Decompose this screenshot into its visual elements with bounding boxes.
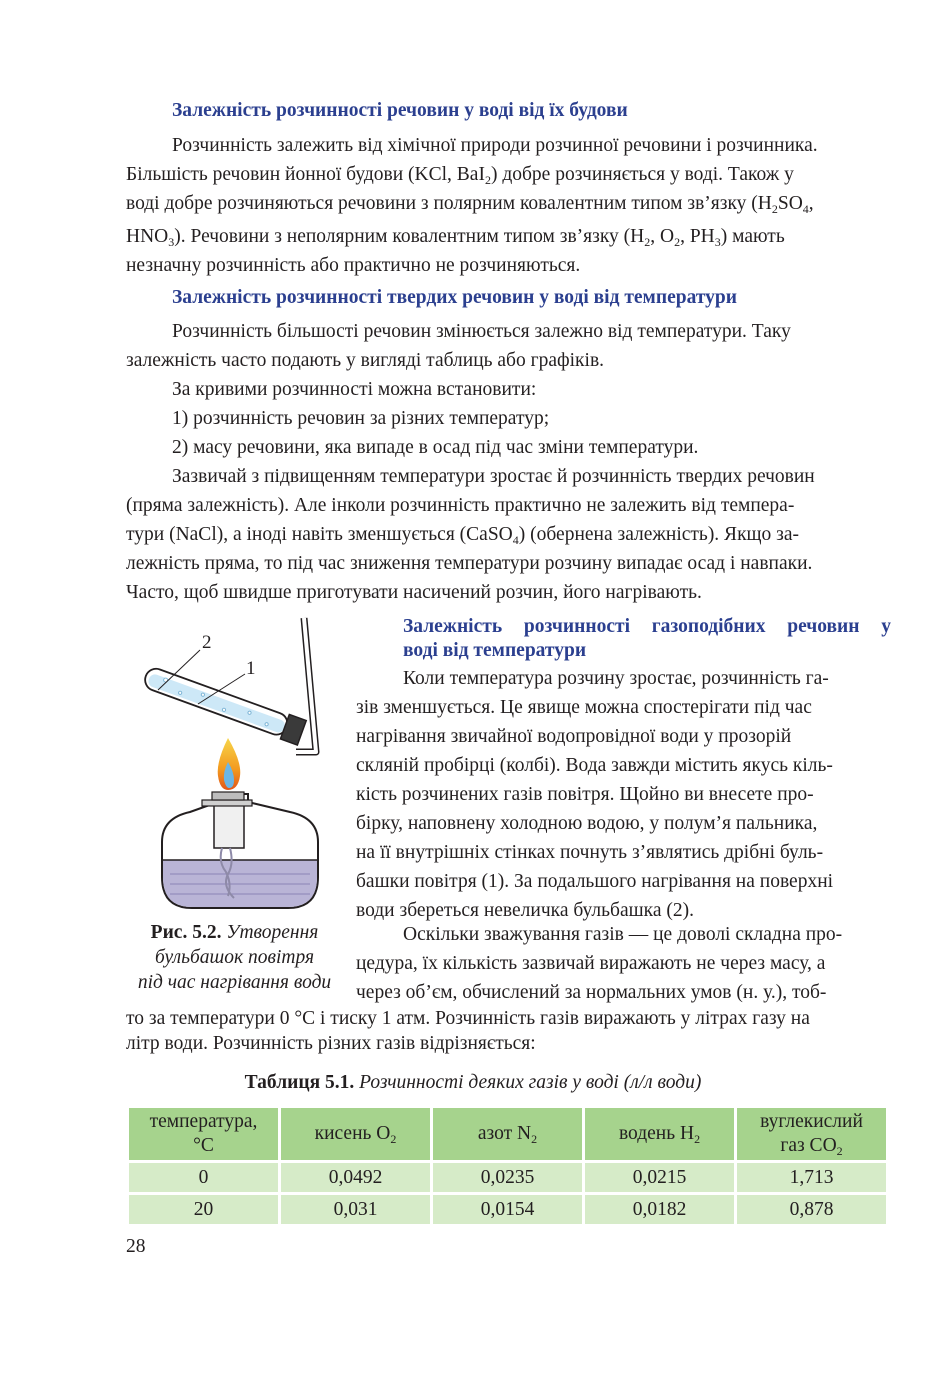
header-nitrogen: азот $N_2$ bbox=[433, 1108, 582, 1160]
paragraph-line: Розчинність залежить від хімічної природи розчинної речовини і розчинника. bbox=[172, 135, 818, 156]
table-cell: 0,031 bbox=[281, 1195, 430, 1224]
paragraph-line: на її внутрішніх стінках почнуть з’являтись дрібні буль- bbox=[356, 842, 824, 863]
paragraph-line: то за температури 0 °С і тиску 1 атм. Розчинність газів виражають у літрах газу на bbox=[126, 1008, 810, 1029]
paragraph-line: Часто, щоб швидше приготувати насичений розчин, його нагрівають. bbox=[126, 582, 702, 603]
table-row bbox=[129, 1195, 886, 1224]
section-heading-structure: Залежність розчинності речовин у воді від їх будови bbox=[172, 100, 628, 121]
table-cell: 0,0154 bbox=[433, 1195, 582, 1224]
paragraph-line: $HNO_3$). Речовини з неполярним ковалентним типом зв’язку ($H_2$, $O_2$, $PH_3$) мають bbox=[126, 226, 785, 249]
page-number: 28 bbox=[126, 1236, 146, 1257]
paragraph-line: нагрівання звичайної водопровідної води у прозорій bbox=[356, 726, 792, 747]
table-cell: 0 bbox=[129, 1163, 278, 1192]
paragraph-line: незначну розчинність або практично не розчиняються. bbox=[126, 255, 581, 276]
list-item: 2) масу речовини, яка випаде в осад під час зміни температури. bbox=[172, 437, 699, 458]
paragraph-line: тури (NaCl), а іноді навіть зменшується (CaSO$_4$) (обернена залежність). Якщо за- bbox=[126, 524, 800, 547]
header-hydrogen: водень $H_2$ bbox=[585, 1108, 734, 1160]
paragraph-line: (пряма залежність). Але інколи розчинність практично не залежить від темпера- bbox=[126, 495, 795, 516]
paragraph-line: За кривими розчинності можна встановити: bbox=[172, 379, 537, 400]
paragraph-line: літр води. Розчинність різних газів відрізняється: bbox=[126, 1033, 536, 1054]
header-oxygen: кисень $O_2$ bbox=[281, 1108, 430, 1160]
table-cell: 0,0215 bbox=[585, 1163, 734, 1192]
section-heading-solids: Залежність розчинності твердих речовин у воді від температури bbox=[172, 287, 737, 308]
paragraph-line: Розчинність більшості речовин змінюється залежно від температури. Таку bbox=[172, 321, 791, 342]
paragraph-line: Зазвичай з підвищенням температури зростає й розчинність твердих речовин bbox=[172, 466, 815, 487]
table-title: Таблиця 5.1. Розчинності деяких газів у воді (л/л води) bbox=[244, 1072, 702, 1093]
paragraph-line: бірку, наповнену холодною водою, у полум’я пальника, bbox=[356, 813, 818, 834]
paragraph-line: Оскільки зважування газів — це доволі складна про- bbox=[403, 924, 843, 945]
figure-label-2: 2 bbox=[202, 632, 212, 653]
table-cell: 1,713 bbox=[737, 1163, 886, 1192]
paragraph-line: кість розчинених газів повітря. Щойно ви внесете про- bbox=[356, 784, 814, 805]
table-cell: 0,0182 bbox=[585, 1195, 734, 1224]
paragraph-line: Коли температура розчину зростає, розчинність га- bbox=[403, 668, 829, 689]
table-header-row bbox=[129, 1108, 886, 1160]
paragraph-line: Більшість речовин йонної будови (KCl, BaI$_2$) добре розчиняється у воді. Також у bbox=[126, 164, 794, 187]
section-heading-gases: Залежність розчинності газоподібних речовин у bbox=[403, 616, 891, 637]
paragraph-line: лежність пряма, то під час зниження температури розчину випадає осад і навпаки. bbox=[126, 553, 813, 574]
solubility-table bbox=[126, 1105, 889, 1227]
paragraph-line: зів зменшується. Це явище можна спостерігати під час bbox=[356, 697, 812, 718]
paragraph-line: через об’єм, обчислений за нормальних умов (н. у.), тоб- bbox=[356, 982, 827, 1003]
table-row bbox=[129, 1163, 886, 1192]
table-cell: 20 bbox=[129, 1195, 278, 1224]
section-heading-gases-cont: воді від температури bbox=[403, 640, 587, 661]
figure-burner-test-tube bbox=[130, 612, 345, 917]
table-cell: 0,878 bbox=[737, 1195, 886, 1224]
paragraph-line: скляній пробірці (колбі). Вода завжди містить якусь кіль- bbox=[356, 755, 833, 776]
paragraph-line: воді добре розчиняються речовини з полярним ковалентним типом зв’язку ($H_2SO_4$, bbox=[126, 193, 814, 216]
paragraph-line: залежність часто подають у вигляді таблиць або графіків. bbox=[126, 350, 605, 371]
paragraph-line: цедура, їх кількість зазвичай виражають не через масу, а bbox=[356, 953, 826, 974]
figure-label-1: 1 bbox=[246, 658, 256, 679]
figure-caption: Рис. 5.2. Утворення бульбашок повітря під час нагрівання води bbox=[137, 922, 332, 993]
table-cell: 0,0235 bbox=[433, 1163, 582, 1192]
list-item: 1) розчинність речовин за різних температур; bbox=[172, 408, 550, 429]
caption-number: Рис. 5.2. bbox=[150, 922, 222, 943]
paragraph-line: башки повітря (1). За подальшого нагрівання на поверхні bbox=[356, 871, 834, 892]
header-co2: вуглекислий газ $CO_2$ bbox=[737, 1108, 886, 1160]
table-cell: 0,0492 bbox=[281, 1163, 430, 1192]
paragraph-line: води збереться невеличка бульбашка (2). bbox=[356, 900, 694, 921]
header-temperature: температура, °С bbox=[129, 1108, 278, 1160]
